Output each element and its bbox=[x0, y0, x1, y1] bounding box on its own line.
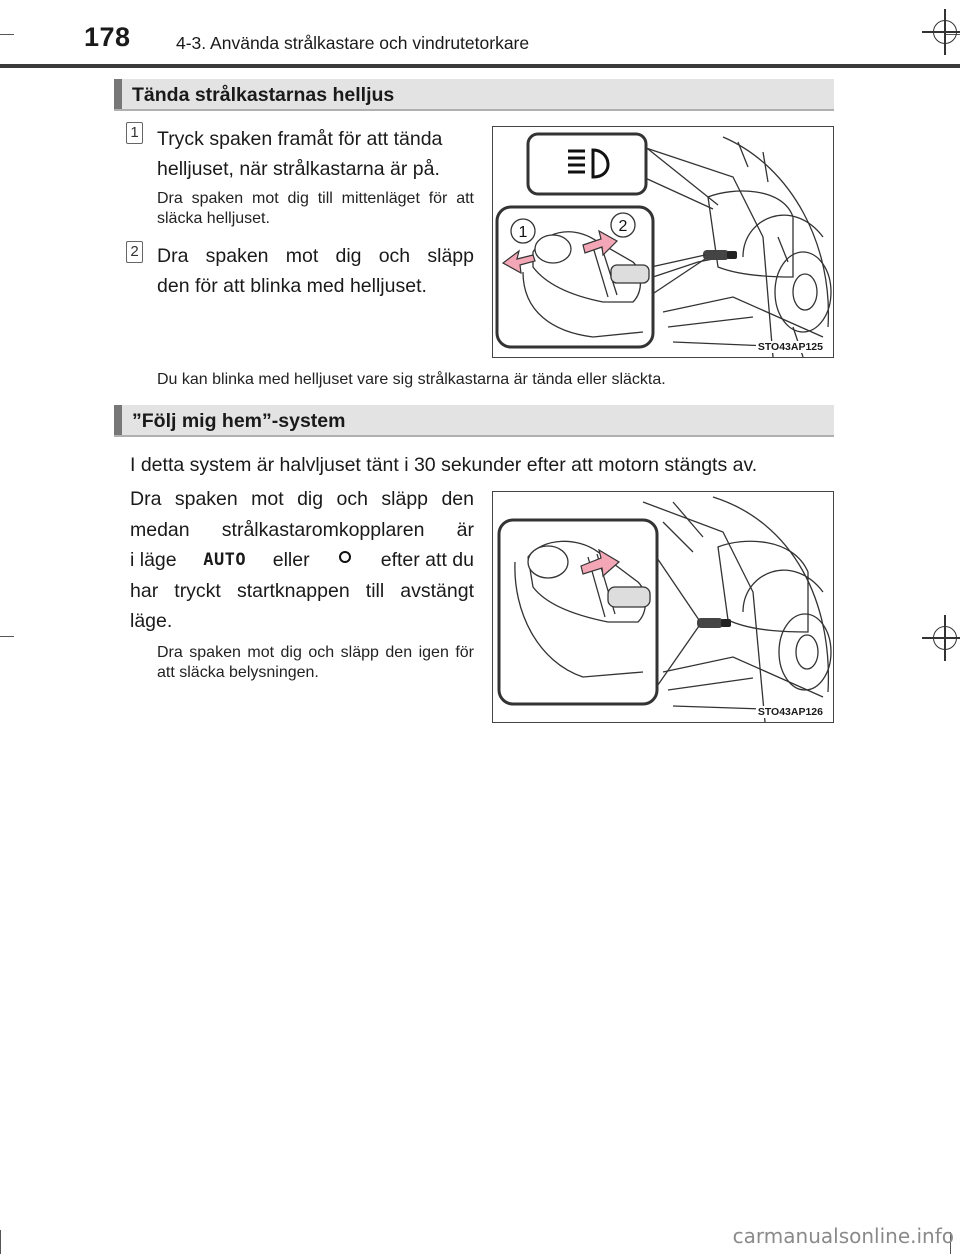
auto-mode-icon: AUTO bbox=[203, 550, 247, 570]
para-line4: har tryckt startknappen till avstängt bbox=[130, 579, 474, 602]
section2-paragraph bbox=[130, 484, 474, 637]
crop-mark-left-mid bbox=[0, 636, 14, 637]
step2-text bbox=[157, 241, 474, 301]
registration-mark-icon bbox=[933, 20, 957, 44]
section2-intro: I detta system är halvljuset tänt i 30 sekunder efter att motorn stängts av. bbox=[130, 454, 758, 476]
page-number: 178 bbox=[84, 22, 131, 52]
figure-follow-me-home-lever bbox=[492, 491, 834, 723]
figure-caption: STO43AP126 bbox=[757, 706, 823, 718]
callout-1: 1 bbox=[518, 224, 528, 241]
step1-note: Dra spaken mot dig till mittenläget för att släcka helljuset. bbox=[157, 190, 474, 227]
figure-caption: STO43AP125 bbox=[757, 341, 823, 353]
step2-line1: Dra spaken mot dig och släpp bbox=[157, 245, 474, 267]
step1-line1: Tryck spaken framåt för att tända bbox=[157, 128, 443, 150]
step2-line2: den för att blinka med helljuset. bbox=[157, 275, 427, 297]
para-line3-c: efter att du bbox=[380, 549, 474, 571]
crop-mark-bottom-left bbox=[0, 1230, 1, 1254]
crop-mark-top-left bbox=[0, 34, 14, 35]
section1-footnote: Du kan blinka med helljuset vare sig strålkastarna är tända eller släckta. bbox=[157, 371, 666, 388]
step-badge-2: 2 bbox=[126, 241, 143, 263]
para-line2: medan strålkastaromkopplaren är bbox=[130, 518, 474, 541]
step-badge-1: 1 bbox=[126, 122, 143, 144]
section2-note: Dra spaken mot dig och släpp den igen för att släcka belysningen. bbox=[157, 644, 474, 681]
lever-illustration bbox=[493, 492, 833, 722]
callout-2: 2 bbox=[618, 218, 628, 235]
step1-text bbox=[157, 124, 477, 184]
section-marker bbox=[114, 405, 122, 435]
para-line1: Dra spaken mot dig och släpp den bbox=[130, 488, 474, 510]
para-line3 bbox=[130, 545, 474, 576]
para-line3-a: i läge bbox=[130, 549, 177, 571]
section-heading-high-beam bbox=[114, 79, 834, 111]
chapter-title: 4-3. Använda strålkastare och vindrutetorkare bbox=[176, 33, 530, 53]
lever-illustration bbox=[493, 127, 833, 357]
header-rule bbox=[0, 64, 960, 68]
section-title: Tända strålkastarnas helljus bbox=[132, 84, 395, 106]
watermark: carmanualsonline.info bbox=[732, 1224, 954, 1248]
low-beam-icon bbox=[336, 545, 354, 576]
step1-line2: helljuset, när strålkastarna är på. bbox=[157, 158, 440, 180]
section-marker bbox=[114, 79, 122, 109]
registration-mark-icon bbox=[933, 626, 957, 650]
para-line3-b: eller bbox=[272, 549, 310, 571]
figure-high-beam-lever bbox=[492, 126, 834, 358]
section-title: ”Följ mig hem”-system bbox=[132, 410, 346, 432]
para-line5: läge. bbox=[130, 610, 173, 632]
section-heading-follow-me-home bbox=[114, 405, 834, 437]
